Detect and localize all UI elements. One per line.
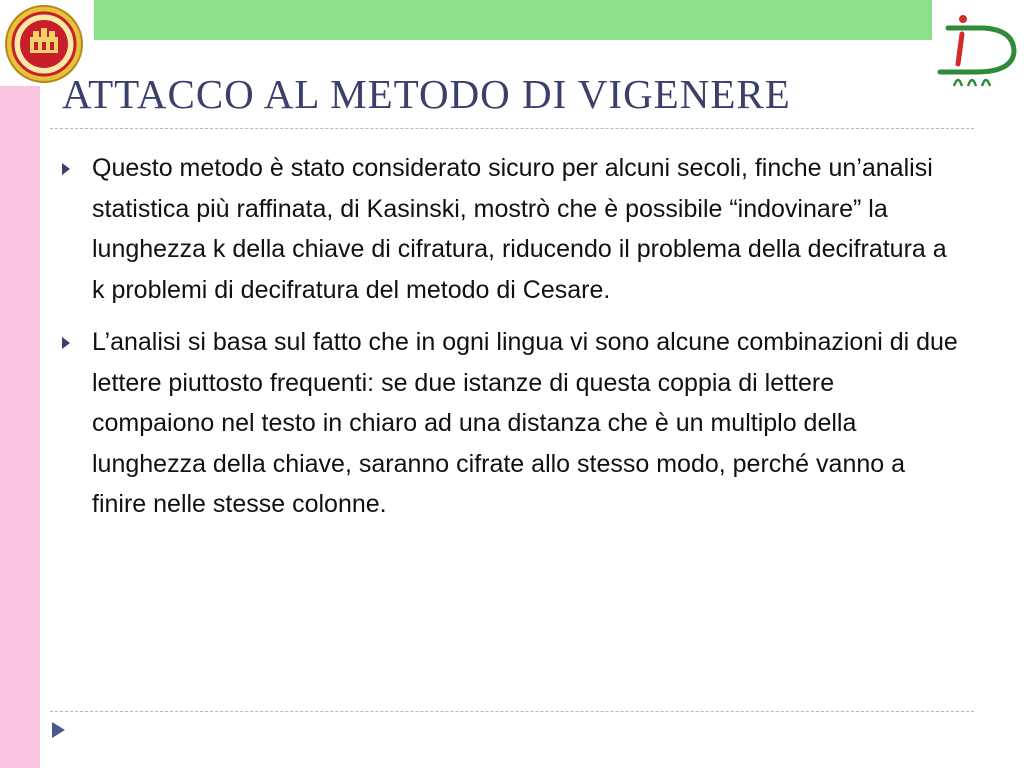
footer-divider bbox=[50, 711, 974, 712]
next-slide-arrow-icon[interactable] bbox=[50, 721, 66, 739]
bullet-list bbox=[60, 148, 960, 537]
left-decorative-bar bbox=[0, 86, 40, 768]
bullet-text: Questo metodo è stato considerato sicuro per alcuni secoli, finche un’analisi statistica più raffinata, di Kasinski, mostrò che è possibile “indovinare” la lunghezza k della chiave di cifratura, riducendo il problema della decifratura a k problemi di decifratura del metodo di Cesare. bbox=[92, 154, 947, 304]
department-logo-icon bbox=[932, 6, 1020, 90]
bullet-text: L’analisi si basa sul fatto che in ogni lingua vi sono alcune combinazioni di due lettere piuttosto frequenti: se due istanze di questa coppia di lettere compaiono nel testo in chiaro ad una distanza che è un multiplo della lunghezza della chiave, saranno cifrate allo stesso modo, perché vanno a finire nelle stesse colonne. bbox=[92, 328, 958, 518]
top-decorative-bar bbox=[94, 0, 932, 40]
title-divider bbox=[50, 128, 974, 129]
bullet-item bbox=[60, 322, 960, 525]
triangle-bullet-icon bbox=[60, 336, 72, 350]
triangle-bullet-icon bbox=[60, 162, 72, 176]
bullet-item bbox=[60, 148, 960, 310]
slide-title: ATTACCO AL METODO DI VIGENERE bbox=[62, 71, 791, 117]
